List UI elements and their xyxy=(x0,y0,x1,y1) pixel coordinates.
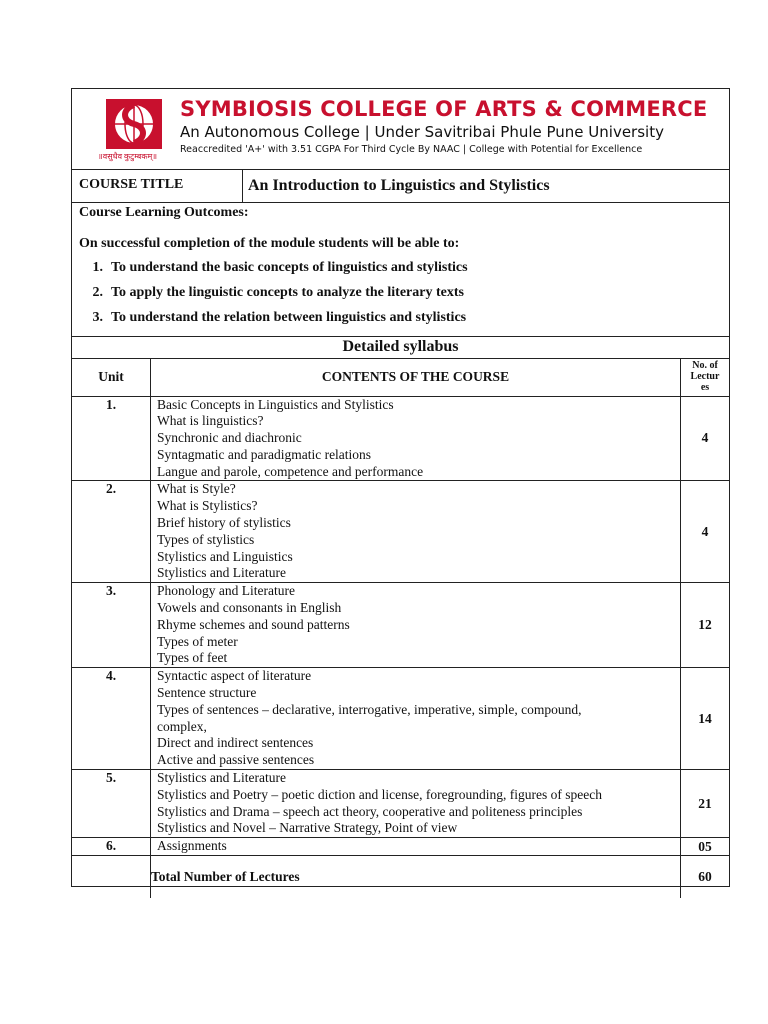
content-line: Langue and parole, competence and performance xyxy=(157,463,424,479)
content-line: Stylistics and Literature xyxy=(157,770,286,786)
table-row xyxy=(72,583,729,668)
content-line: complex, xyxy=(157,718,207,734)
header-unit: Unit xyxy=(72,358,151,396)
learning-outcomes xyxy=(72,202,729,337)
unit-lectures: 12 xyxy=(681,583,730,668)
content-line: Direct and indirect sentences xyxy=(157,735,314,751)
content-line: Types of stylistics xyxy=(157,531,255,547)
unit-contents xyxy=(151,396,681,481)
table-row xyxy=(72,396,729,481)
content-line: Stylistics and Poetry – poetic diction and license, foregrounding, figures of speech xyxy=(157,786,603,802)
header-contents: CONTENTS OF THE COURSE xyxy=(151,358,681,396)
total-value: 60 xyxy=(681,856,730,899)
college-motto: ॥वसुधैव कुटुम्बकम्॥ xyxy=(98,152,158,161)
table-row xyxy=(72,770,729,838)
content-line: Stylistics and Drama – speech act theory, cooperative and politeness principles xyxy=(157,803,583,819)
header-lectures xyxy=(681,358,730,396)
content-line: Stylistics and Linguistics xyxy=(157,548,293,564)
table-row xyxy=(72,668,729,770)
outcome-item xyxy=(79,285,468,310)
outcome-item xyxy=(79,310,468,335)
unit-lectures: 21 xyxy=(681,770,730,838)
course-title-label: COURSE TITLE xyxy=(79,177,184,192)
unit-number-text: 3. xyxy=(105,583,117,599)
unit-number-text: 1. xyxy=(105,396,117,412)
unit-number-text: 2. xyxy=(105,481,117,497)
unit-number xyxy=(72,770,151,838)
content-line: Types of meter xyxy=(157,633,238,649)
total-row xyxy=(72,856,729,899)
total-label: Total Number of Lectures xyxy=(151,856,681,899)
unit-contents xyxy=(151,770,681,838)
outcome-text: To apply the linguistic concepts to analyze the literary texts xyxy=(111,285,464,300)
unit-number-text: 5. xyxy=(105,770,117,786)
header-lectures-line: es xyxy=(700,382,710,394)
content-line: Stylistics and Novel – Narrative Strategy, Point of view xyxy=(157,820,458,836)
header-lectures-line: Lectur xyxy=(690,371,720,383)
table-row xyxy=(72,838,729,856)
accreditation-text: Reaccredited 'A+' with 3.51 CGPA For Third Cycle By NAAC | College with Potential for Excellence xyxy=(180,144,643,155)
content-line: Assignments xyxy=(157,838,227,854)
unit-number xyxy=(72,481,151,583)
content-line: Types of feet xyxy=(157,650,228,666)
college-subtitle: An Autonomous College | Under Savitribai Phule Pune University xyxy=(180,123,664,141)
content-line: Rhyme schemes and sound patterns xyxy=(157,616,350,632)
content-line: Syntagmatic and paradigmatic relations xyxy=(157,446,372,462)
outcome-text: To understand the relation between linguistics and stylistics xyxy=(111,310,467,325)
college-name: SYMBIOSIS COLLEGE OF ARTS & COMMERCE xyxy=(180,97,708,121)
course-title-value: An Introduction to Linguistics and Stylistics xyxy=(248,177,550,194)
outcome-text: To understand the basic concepts of linguistics and stylistics xyxy=(111,260,468,275)
content-line: Stylistics and Literature xyxy=(157,565,286,581)
unit-number-text: 6. xyxy=(105,838,117,854)
course-title-row xyxy=(72,169,729,203)
college-header xyxy=(72,89,729,170)
unit-contents xyxy=(151,583,681,668)
content-line: Brief history of stylistics xyxy=(157,515,291,531)
unit-contents xyxy=(151,481,681,583)
unit-contents xyxy=(151,668,681,770)
unit-lectures: 05 xyxy=(681,838,730,856)
outcome-number: 3. xyxy=(92,310,103,325)
content-line: Synchronic and diachronic xyxy=(157,430,302,446)
unit-number xyxy=(72,838,151,856)
total-empty-cell xyxy=(72,856,151,899)
unit-number-text: 4. xyxy=(105,668,117,684)
content-line: Syntactic aspect of literature xyxy=(157,668,312,684)
unit-number xyxy=(72,583,151,668)
content-line: Active and passive sentences xyxy=(157,752,315,768)
outcomes-list xyxy=(79,260,468,335)
unit-number xyxy=(72,396,151,481)
unit-lectures: 4 xyxy=(681,481,730,583)
content-line: What is Style? xyxy=(157,481,236,497)
syllabus-table xyxy=(72,358,729,898)
content-line: Vowels and consonants in English xyxy=(157,600,342,616)
syllabus-document xyxy=(71,88,730,887)
table-row xyxy=(72,481,729,583)
content-line: What is Stylistics? xyxy=(157,498,258,514)
outcome-number: 1. xyxy=(92,260,103,275)
content-line: What is linguistics? xyxy=(157,413,264,429)
content-line: Basic Concepts in Linguistics and Stylistics xyxy=(157,396,394,412)
content-line: Sentence structure xyxy=(157,685,257,701)
syllabus-title: Detailed syllabus xyxy=(72,336,729,359)
unit-contents xyxy=(151,838,681,856)
outcome-number: 2. xyxy=(92,285,103,300)
outcomes-heading: Course Learning Outcomes: xyxy=(79,205,249,220)
content-line: Types of sentences – declarative, interrogative, imperative, simple, compound, xyxy=(157,701,582,717)
table-header-row xyxy=(72,358,729,396)
header-lectures-line: No. of xyxy=(692,360,718,372)
outcomes-intro: On successful completion of the module students will be able to: xyxy=(79,236,460,251)
content-line: Phonology and Literature xyxy=(157,583,295,599)
unit-lectures: 14 xyxy=(681,668,730,770)
outcome-item xyxy=(79,260,468,285)
unit-number xyxy=(72,668,151,770)
title-divider xyxy=(242,169,243,202)
unit-lectures: 4 xyxy=(681,396,730,481)
